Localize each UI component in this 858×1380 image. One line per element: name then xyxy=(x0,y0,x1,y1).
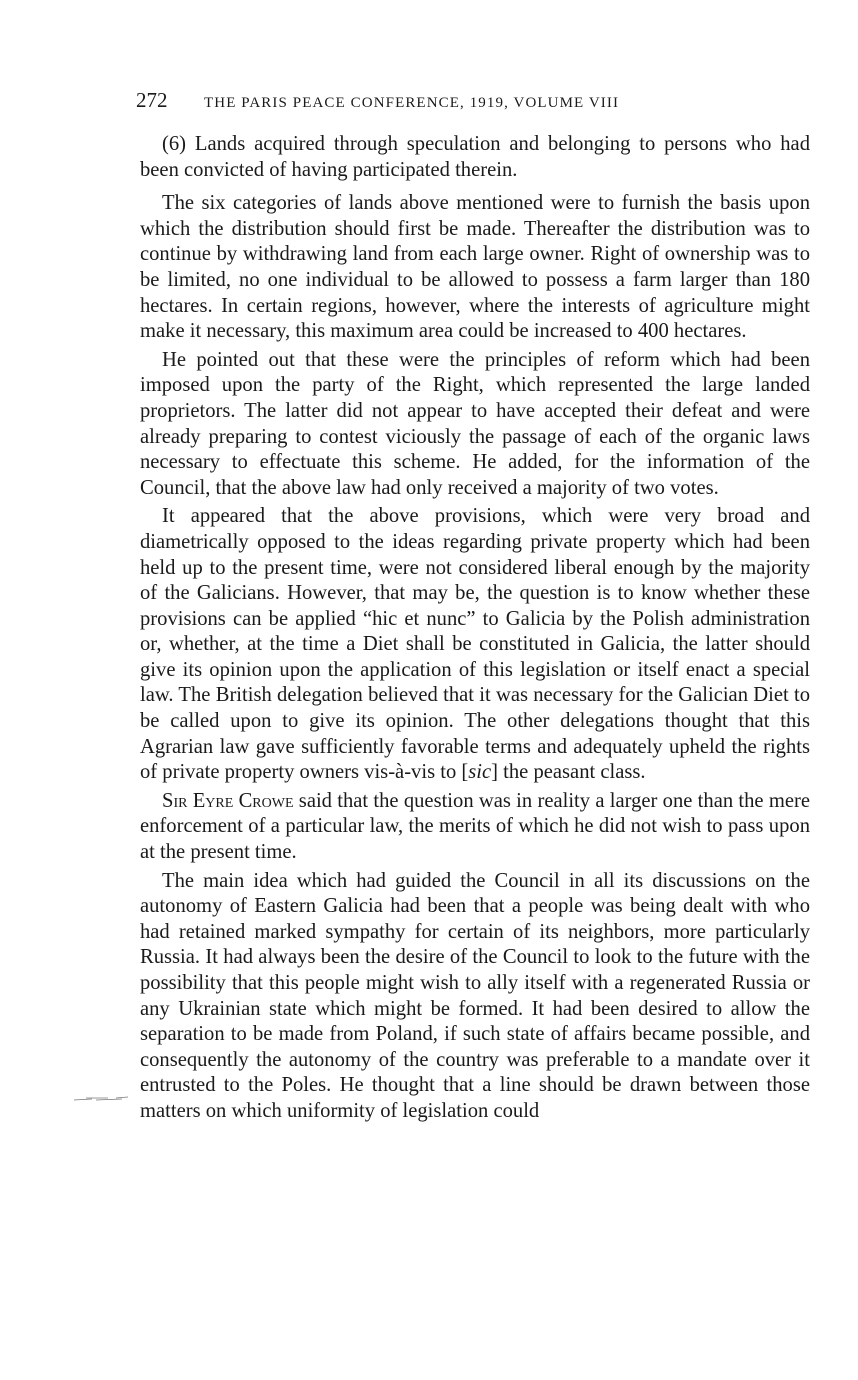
paragraph-text: It appeared that the above provisions, which were very broad and diametrically opposed to the ideas regarding private property which had been held up to the present time, were not considered liberal enough by the majority of the Galicians. However, that may be, the question is to know whether these provisions can be applied “hic et nunc” to Galicia by the Polish administration or, whether, at the time a Diet shall be constituted in Galicia, the latter should give its opinion upon the application of this legislation or itself enact a special law. The British delegation believed that it was necessary for the Galician Diet to be called upon to give its opinion. The other delegations thought that this Agrarian law gave sufficiently favorable terms and adequately upheld the rights of private property owners vis-à-vis to [ xyxy=(140,505,810,784)
page-number: 272 xyxy=(136,88,168,112)
paragraph-text: ] the peasant class. xyxy=(491,761,646,784)
paragraph-sir-eyre-crowe xyxy=(140,789,810,866)
paragraph-lands-item-6: (6) Lands acquired through speculation and belonging to persons who had been convicted of having participated therein. xyxy=(140,133,810,181)
running-header xyxy=(136,88,810,118)
paragraph-text: said that the question was in reality a larger one than the mere enforcement of a particular law, the merits of which he did not wish to pass upon at the present time. xyxy=(140,789,810,864)
paragraph-above-provisions xyxy=(140,504,810,786)
speaker-name: Sir Eyre Crowe xyxy=(162,789,294,812)
paragraph-six-categories: The six categories of lands above mentioned were to furnish the basis upon which the distribution should first be made. Thereafter the distribution was to continue by withdrawing land from each large owner. Right of ownership was to be limited, no one individual to be allowed to possess a farm larger than 180 hectares. In certain regions, however, where the interests of agriculture might make it necessary, this maximum area could be increased to 400 hectares. xyxy=(140,192,810,343)
header-title: THE PARIS PEACE CONFERENCE, 1919, VOLUME VIII xyxy=(204,95,620,111)
margin-pen-mark xyxy=(72,1095,130,1103)
document-page xyxy=(136,88,810,1128)
paragraph-principles-of-reform: He pointed out that these were the principles of reform which had been imposed upon the party of the Right, which represented the large landed proprietors. The latter did not appear to have accepted their defeat and were already preparing to contest viciously the passage of each of the organic laws necessary to effectuate this scheme. He added, for the information of the Council, that the above law had only received a majority of two votes. xyxy=(140,348,810,499)
sic-annotation: sic xyxy=(468,761,492,784)
paragraph-main-idea: The main idea which had guided the Council in all its discussions on the autonomy of Eastern Galicia had been that a people was being dealt with who had retained marked sympathy for certain of its neighbors, more particularly Russia. It had always been the desire of the Council to look to the future with the possibility that this people might wish to ally itself with a regenerated Russia or any Ukrainian state which might be formed. It had been desired to allow the separation to be made from Poland, if such state of affairs became possible, and consequently the autonomy of the country was preferable to a mandate over it entrusted to the Poles. He thought that a line should be drawn between those matters on which uniformity of legislation could xyxy=(140,869,810,1122)
